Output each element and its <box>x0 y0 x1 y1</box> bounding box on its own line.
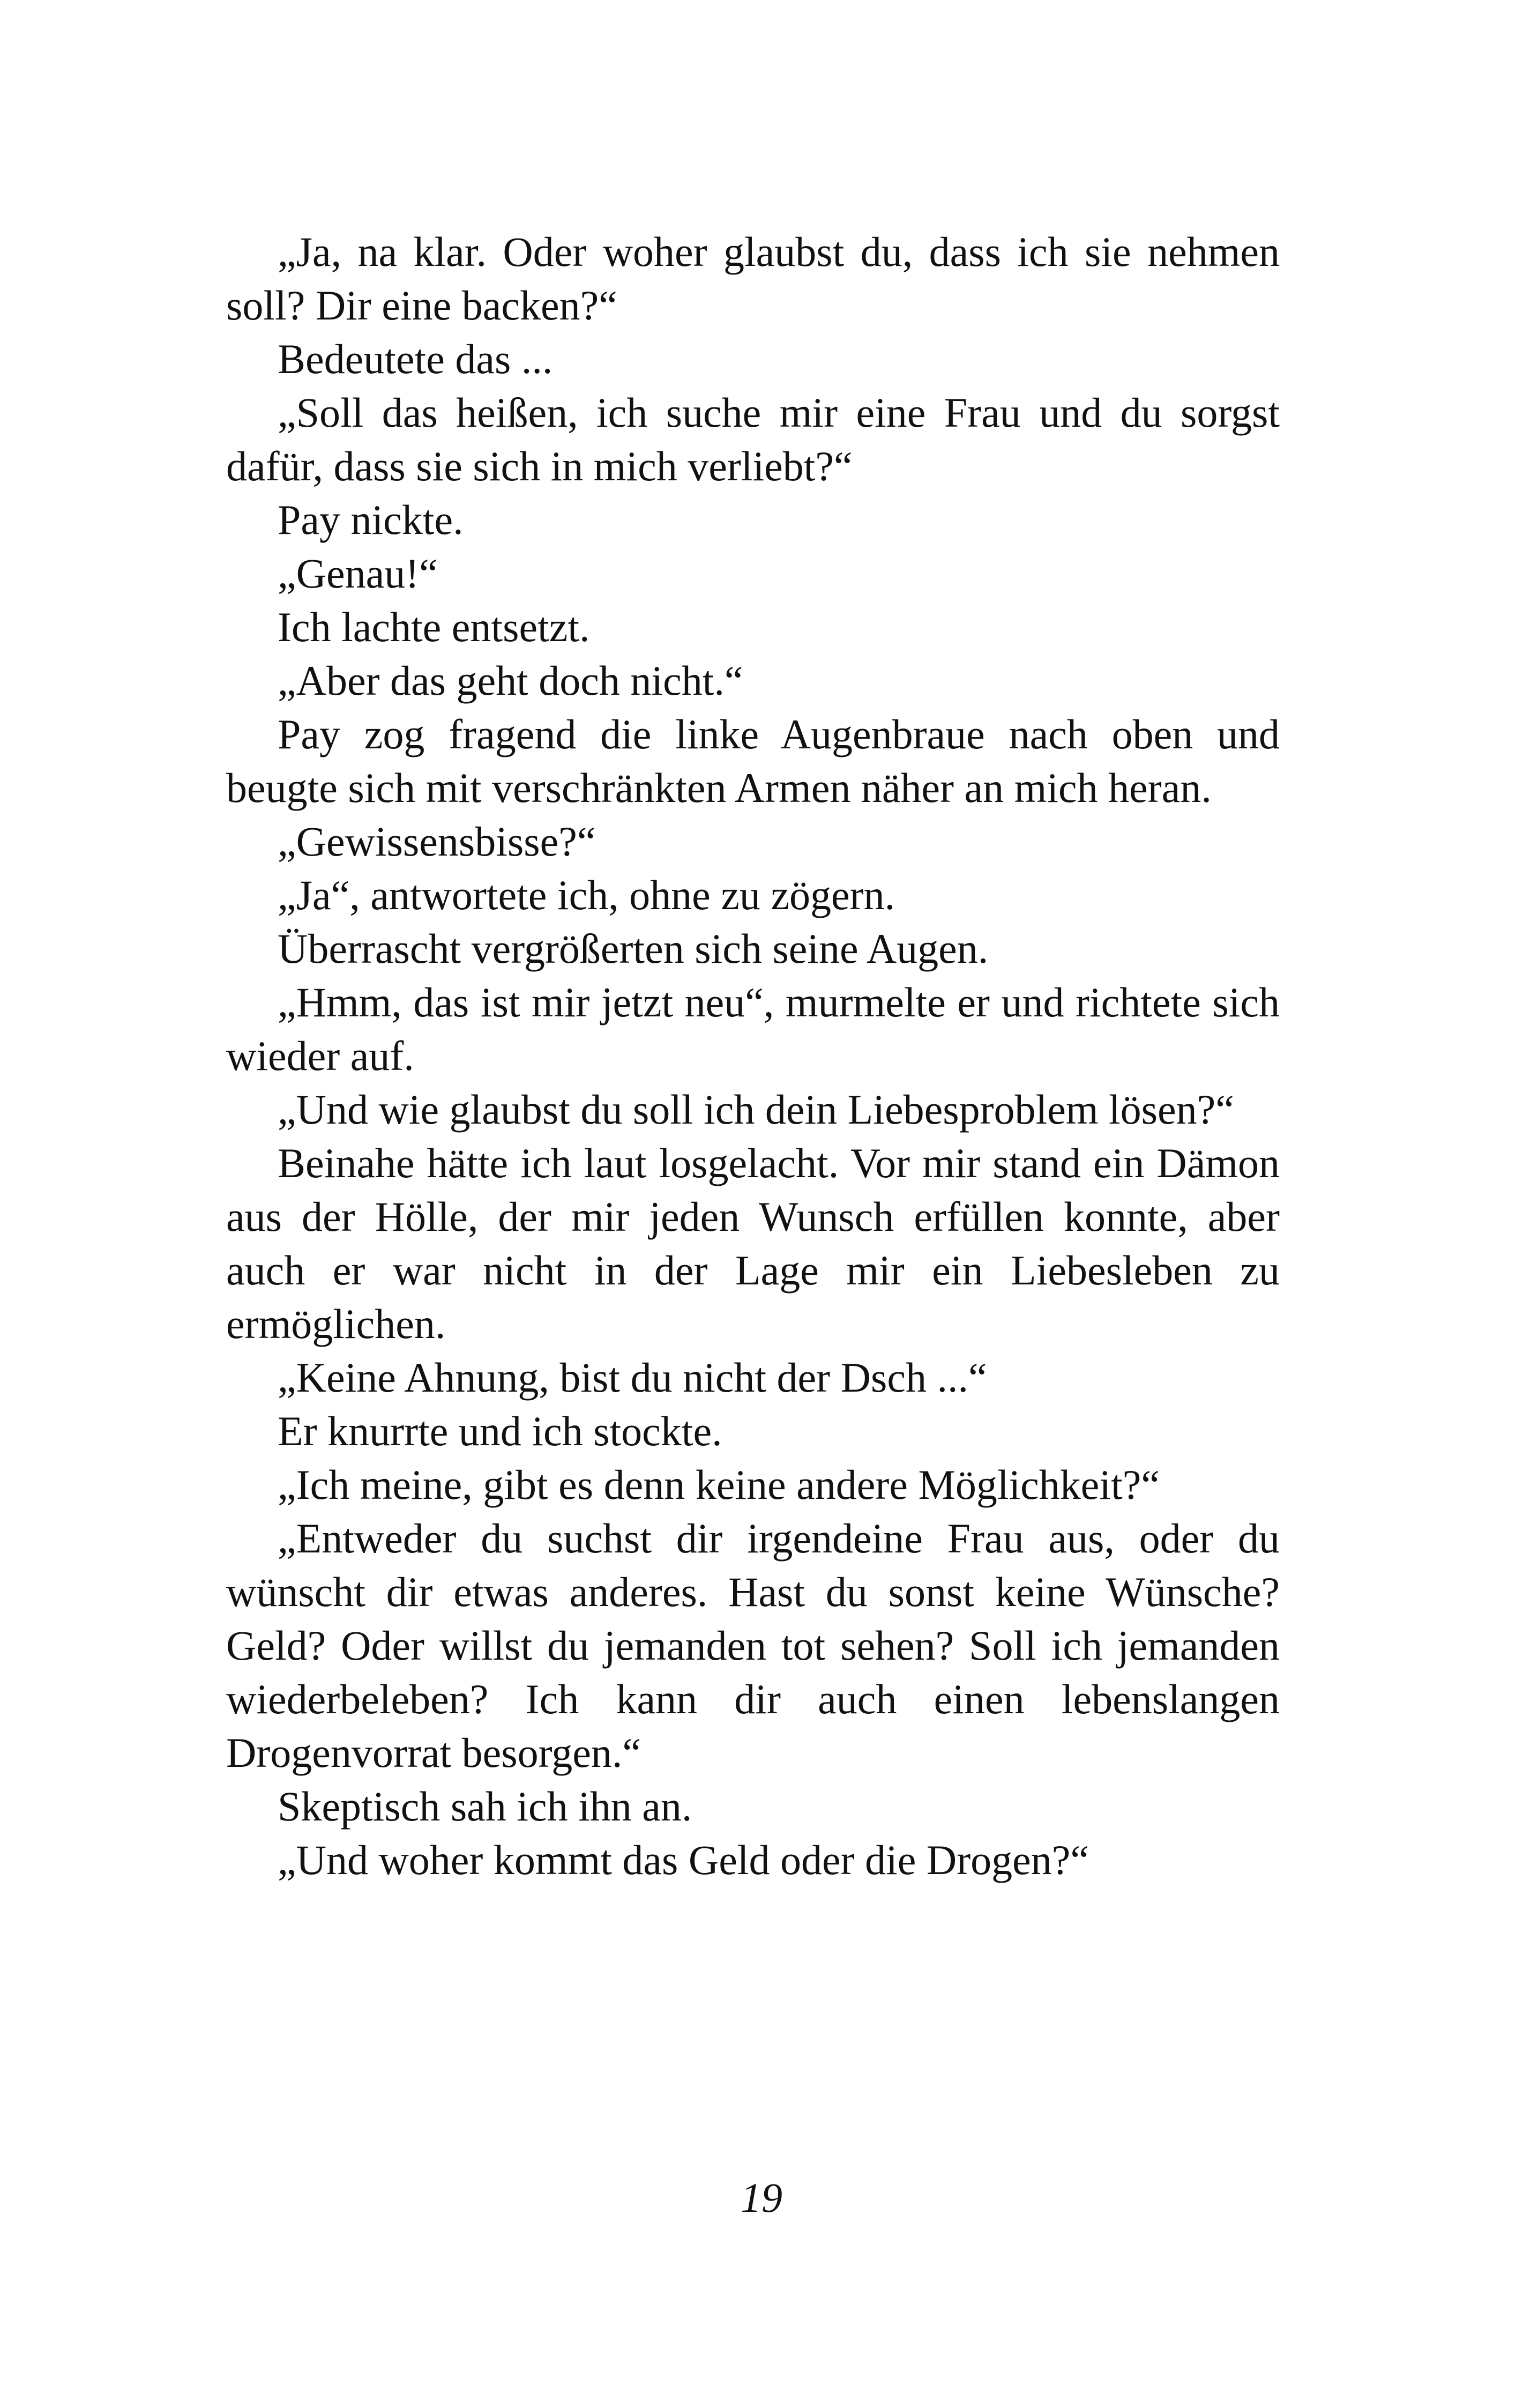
paragraph: Beinahe hätte ich laut losgelacht. Vor mir stand ein Dämon aus der Hölle, der mir jeden Wunsch erfüllen konnte, aber auch er war nicht in der Lage mir ein Liebesleben zu ermöglichen. <box>226 1140 1280 1347</box>
paragraph: Ich lachte entsetzt. <box>278 604 590 650</box>
paragraph: „Hmm, das ist mir jetzt neu“, murmelte er und richtete sich wieder auf. <box>226 979 1280 1079</box>
paragraph: Überrascht vergrößerten sich seine Augen. <box>278 925 989 972</box>
paragraph: Er knurrte und ich stockte. <box>278 1408 722 1454</box>
paragraph: „Ja, na klar. Oder woher glaubst du, dass ich sie nehmen soll? Dir eine backen?“ <box>226 228 1280 329</box>
body-text <box>226 225 1280 1887</box>
paragraph: „Ja“, antwortete ich, ohne zu zögern. <box>278 872 895 918</box>
paragraph: „Ich meine, gibt es denn keine andere Möglichkeit?“ <box>278 1461 1160 1508</box>
paragraph: „Und wie glaubst du soll ich dein Liebesproblem lösen?“ <box>278 1086 1234 1133</box>
paragraph: „Entweder du suchst dir irgendeine Frau aus, oder du wünscht dir etwas anderes. Hast du sonst keine Wünsche? Geld? Oder willst du jemanden tot sehen? Soll ich jemanden wiederbeleben? Ich kann dir auch einen lebenslangen Drogenvorrat besorgen.“ <box>226 1515 1280 1776</box>
paragraph: „Genau!“ <box>278 550 438 597</box>
paragraph: „Aber das geht doch nicht.“ <box>278 657 743 704</box>
paragraph: Pay nickte. <box>278 496 464 543</box>
paragraph: „Keine Ahnung, bist du nicht der Dsch ...“ <box>278 1354 987 1401</box>
page-number: 19 <box>741 2174 782 2221</box>
paragraph: Pay zog fragend die linke Augenbraue nach oben und beugte sich mit verschränkten Armen näher an mich heran. <box>226 711 1280 811</box>
paragraph: Bedeutete das ... <box>278 336 553 382</box>
paragraph: „Soll das heißen, ich suche mir eine Frau und du sorgst dafür, dass sie sich in mich verliebt?“ <box>226 389 1280 489</box>
paragraph: „Gewissensbisse?“ <box>278 818 596 865</box>
paragraph: „Und woher kommt das Geld oder die Drogen?“ <box>278 1837 1089 1883</box>
paragraph: Skeptisch sah ich ihn an. <box>278 1783 692 1830</box>
